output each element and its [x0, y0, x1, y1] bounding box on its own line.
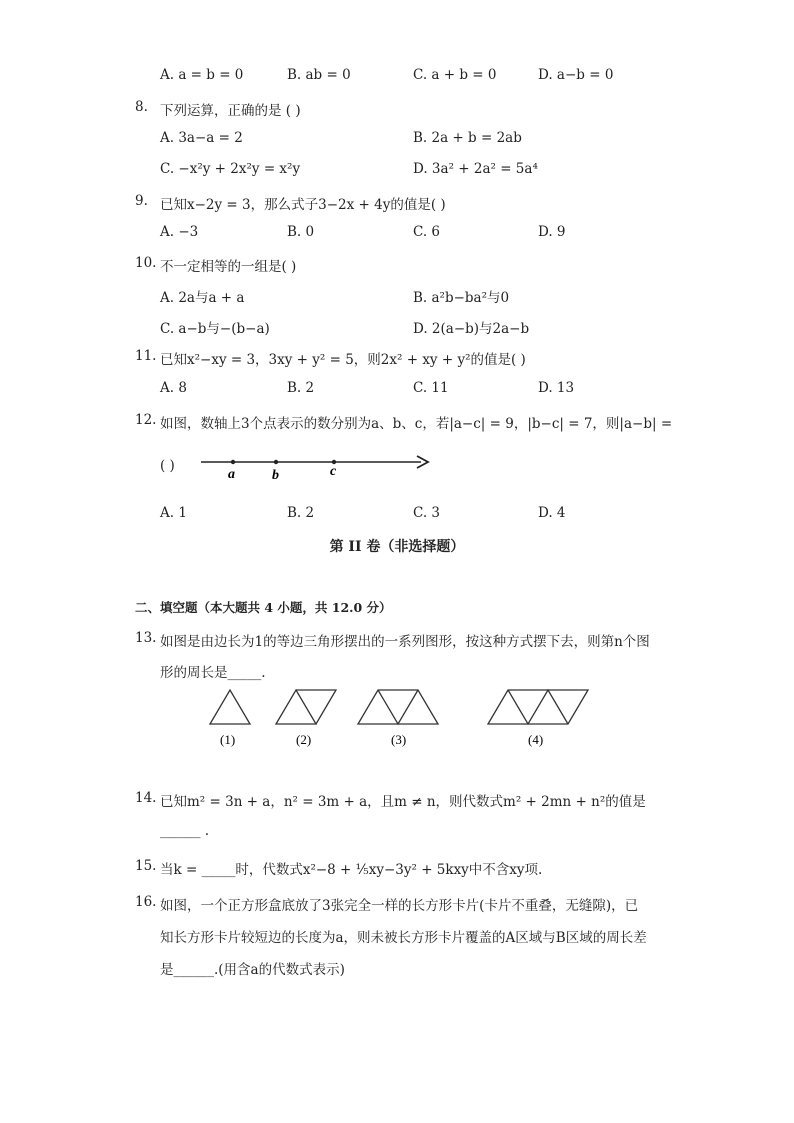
q16-line-1: 如图，一个正方形盒底放了3张完全一样的长方形卡片(卡片不重叠，无缝隙)，已	[160, 898, 639, 914]
q13-number: 13.	[135, 630, 157, 646]
q15-stem: 当k = _____时，代数式x²−8 + ⅕xy−3y² + 5kxy中不含xy项.	[160, 862, 543, 878]
q9-option-c: C. 6	[413, 224, 441, 240]
q7-option-c: C. a + b = 0	[413, 67, 497, 83]
label-a: a	[228, 467, 235, 482]
q13-line-2: 形的周长是_____.	[160, 665, 266, 681]
q8-option-c: C. −x²y + 2x²y = x²y	[160, 161, 301, 177]
q8-option-a: A. 3a−a = 2	[160, 130, 243, 146]
q9-option-d: D. 9	[538, 224, 566, 240]
q8-stem: 下列运算，正确的是 ( )	[160, 103, 301, 119]
q10-stem: 不一定相等的一组是( )	[160, 259, 297, 275]
q16-number: 16.	[135, 894, 157, 910]
q7-option-b: B. ab = 0	[287, 67, 351, 83]
number-line-figure	[195, 448, 435, 484]
label-c: c	[330, 464, 337, 479]
part-2-title: 第 II 卷（非选择题）	[329, 539, 465, 555]
q13-line-1: 如图是由边长为1的等边三角形摆出的一系列图形，按这种方式摆下去，则第n个图	[160, 634, 650, 650]
q7-option-d: D. a−b = 0	[538, 67, 614, 83]
q10-option-b: B. a²b−ba²与0	[413, 290, 510, 306]
q7-option-a: A. a = b = 0	[160, 67, 244, 83]
q10-option-a: A. 2a与a + a	[160, 290, 245, 306]
label-b: b	[272, 468, 279, 483]
q16-line-2: 知长方形卡片较短边的长度为a，则未被长方形卡片覆盖的A区域与B区域的周长差	[160, 930, 647, 946]
figure-2-label: (2)	[296, 732, 312, 747]
q11-option-b: B. 2	[287, 380, 315, 396]
q14-number: 14.	[135, 790, 157, 806]
q9-option-a: A. −3	[160, 224, 199, 240]
q9-option-b: B. 0	[287, 224, 315, 240]
figure-4-triangles	[488, 690, 588, 724]
figure-1-triangles	[210, 690, 250, 724]
q10-number: 10.	[135, 255, 157, 271]
triangle-pattern-figure	[200, 684, 600, 750]
q11-option-a: A. 8	[160, 380, 187, 396]
q12-option-c: C. 3	[413, 505, 441, 521]
q11-option-c: C. 11	[413, 380, 449, 396]
q10-option-c: C. a−b与−(b−a)	[160, 321, 270, 337]
q12-option-b: B. 2	[287, 505, 315, 521]
q12-number: 12.	[135, 412, 157, 428]
q12-stem: 如图，数轴上3个点表示的数分别为a、b、c，若|a−c| = 9，|b−c| = 7，则|a−b| =	[160, 416, 673, 432]
q12-option-d: D. 4	[538, 505, 566, 521]
q14-line-1: 已知m² = 3n + a，n² = 3m + a，且m ≠ n，则代数式m² + 2mn + n²的值是	[160, 794, 646, 810]
q15-number: 15.	[135, 858, 157, 874]
point-a	[231, 460, 235, 464]
q10-option-d: D. 2(a−b)与2a−b	[413, 321, 530, 337]
q8-option-b: B. 2a + b = 2ab	[413, 130, 522, 146]
q12-option-a: A. 1	[160, 505, 187, 521]
q16-line-3: 是______.(用含a的代数式表示)	[160, 962, 345, 978]
figure-3-triangles	[358, 690, 438, 724]
q9-number: 9.	[135, 193, 148, 209]
q8-number: 8.	[135, 99, 148, 115]
figure-2-triangles	[276, 690, 336, 724]
figure-3-label: (3)	[391, 732, 407, 747]
q9-stem: 已知x−2y = 3，那么式子3−2x + 4y的值是( )	[160, 197, 446, 213]
q11-number: 11.	[135, 348, 157, 364]
q8-option-d: D. 3a² + 2a² = 5a⁴	[413, 161, 538, 177]
figure-1-label: (1)	[220, 732, 236, 747]
figure-4-label: (4)	[528, 732, 544, 747]
q14-line-2: ______ .	[160, 823, 210, 839]
q12-answer-blank: ( )	[160, 458, 175, 474]
q11-option-d: D. 13	[538, 380, 575, 396]
q11-stem: 已知x²−xy = 3，3xy + y² = 5，则2x² + xy + y²的值是( )	[160, 352, 526, 368]
point-b	[274, 460, 278, 464]
section-title-fill-in: 二、填空题（本大题共 4 小题，共 12.0 分）	[135, 600, 392, 615]
